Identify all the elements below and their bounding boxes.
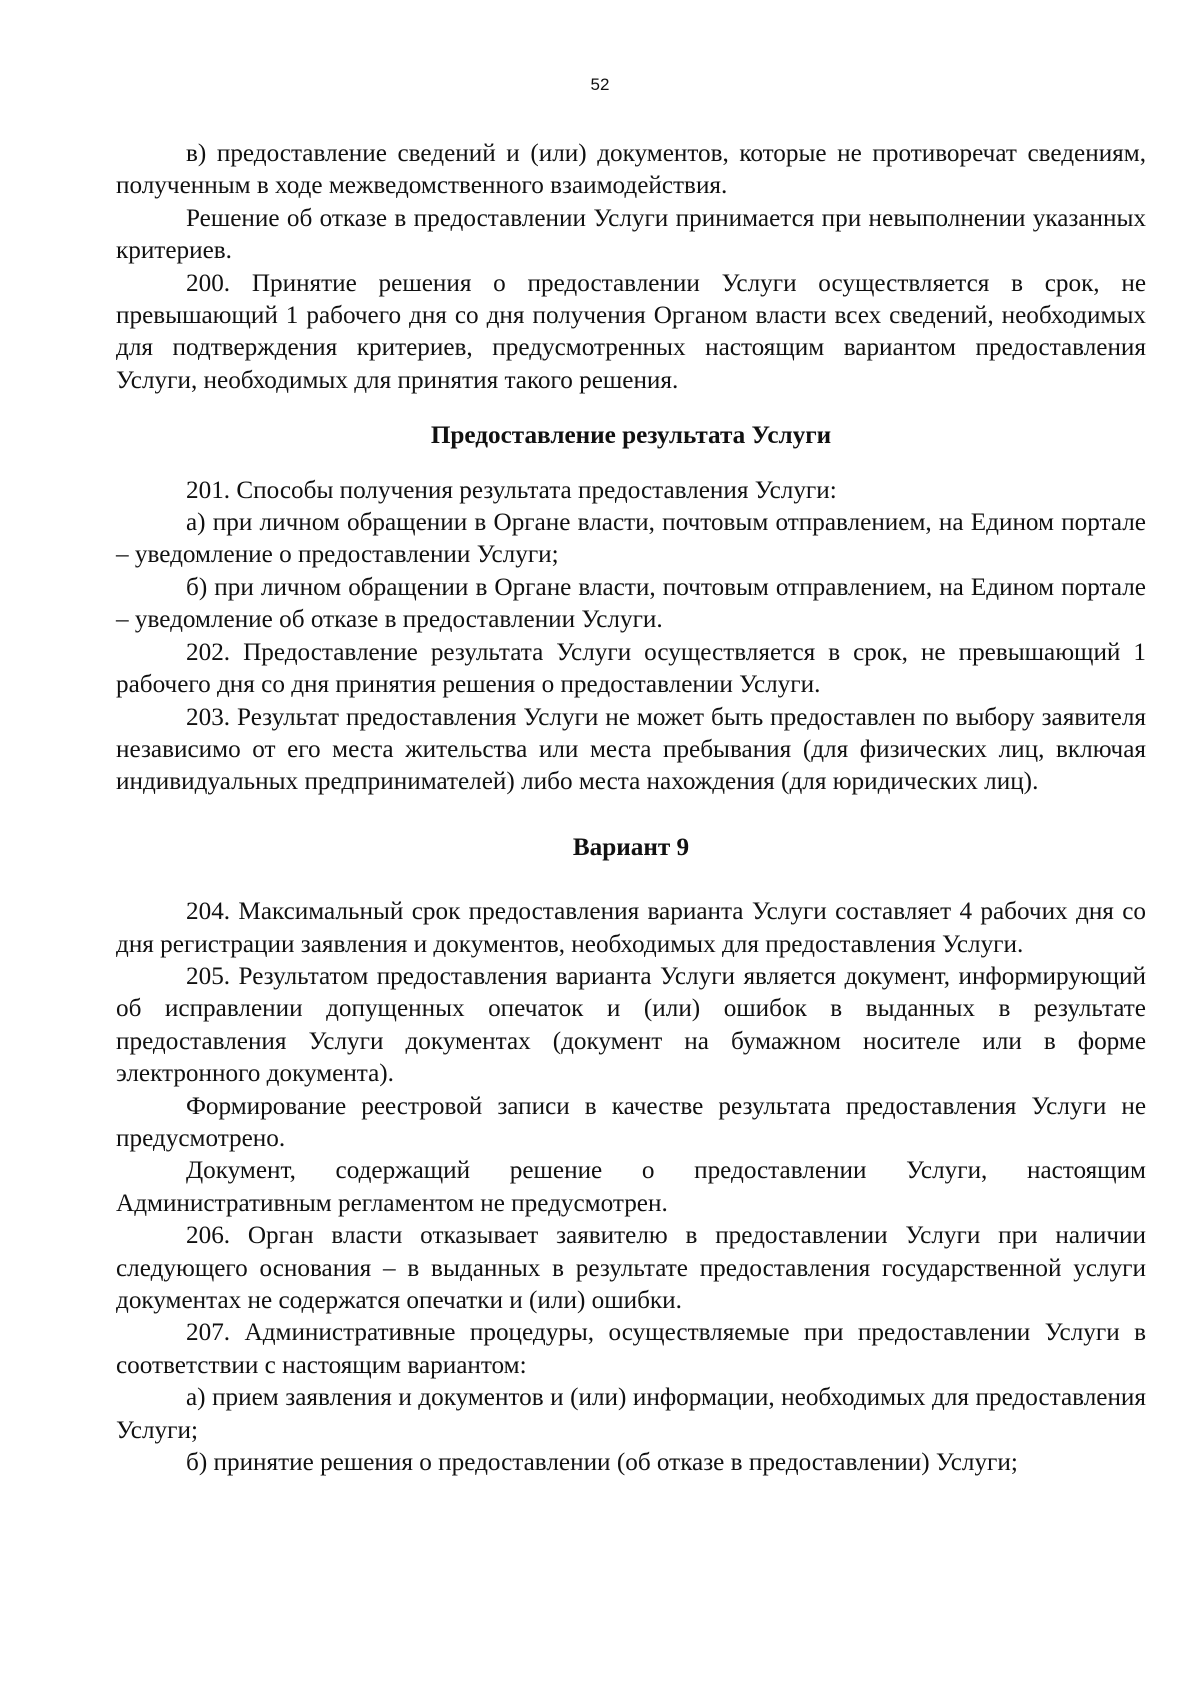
section-heading: Вариант 9	[572, 833, 690, 861]
section-heading: Предоставление результата Услуги	[430, 422, 832, 450]
paragraph: 202. Предоставление результата Услуги осуществляется в срок, не превышающий 1 рабочего дня со дня принятия решения о предоставлении Услуги.	[116, 638, 1146, 699]
paragraph: 200. Принятие решения о предоставлении Услуги осуществляется в срок, не превышающий 1 рабочего дня со дня получения Органом власти всех сведений, необходимых для подтверждения критериев, предусмотренных настоящим вариантом предоставления Услуги, необходимых для принятия такого решения.	[116, 269, 1146, 394]
paragraph: в) предоставление сведений и (или) документов, которые не противоречат сведениям, полученным в ходе межведомственного взаимодействия.	[116, 140, 1146, 200]
paragraph: 201. Способы получения результата предоставления Услуги:	[186, 476, 837, 504]
paragraph: 206. Орган власти отказывает заявителю в предоставлении Услуги при наличии следующего основания – в выданных в результате предоставления государственной услуги документах не содержатся опечатки и (или) ошибки.	[116, 1222, 1146, 1314]
paragraph: а) прием заявления и документов и (или) информации, необходимых для предоставления Услуги;	[116, 1384, 1146, 1444]
paragraph: б) принятие решения о предоставлении (об отказе в предоставлении) Услуги;	[186, 1449, 1018, 1477]
paragraph: б) при личном обращении в Органе власти, почтовым отправлением, на Едином портале – уведомление об отказе в предоставлении Услуги.	[116, 573, 1146, 634]
page-number: 52	[590, 75, 610, 94]
paragraph: Формирование реестровой записи в качестве результата предоставления Услуги не предусмотрено.	[116, 1092, 1146, 1152]
paragraph: а) при личном обращении в Органе власти, почтовым отправлением, на Едином портале – уведомление о предоставлении Услуги;	[116, 509, 1146, 569]
paragraph: Решение об отказе в предоставлении Услуги принимается при невыполнении указанных критериев.	[116, 204, 1146, 265]
paragraph: 204. Максимальный срок предоставления варианта Услуги составляет 4 рабочих дня со дня регистрации заявления и документов, необходимых для предоставления Услуги.	[116, 898, 1146, 958]
paragraph: 207. Административные процедуры, осуществляемые при предоставлении Услуги в соответствии с настоящим вариантом:	[116, 1319, 1146, 1379]
paragraph: Документ, содержащий решение о предоставлении Услуги, настоящим Административным регламентом не предусмотрен.	[116, 1157, 1146, 1217]
paragraph: 205. Результатом предоставления варианта Услуги является документ, информирующий об исправлении допущенных опечаток и (или) ошибок в выданных в результате предоставления Услуги документах (документ на бумажном носителе или в форме электронного документа).	[116, 962, 1146, 1088]
document-body	[116, 138, 1146, 1479]
paragraph: 203. Результат предоставления Услуги не может быть предоставлен по выбору заявителя независимо от его места жительства или места пребывания (для физических лиц, включая индивидуальных предпринимателей) либо места нахождения (для юридических лиц).	[116, 703, 1146, 796]
